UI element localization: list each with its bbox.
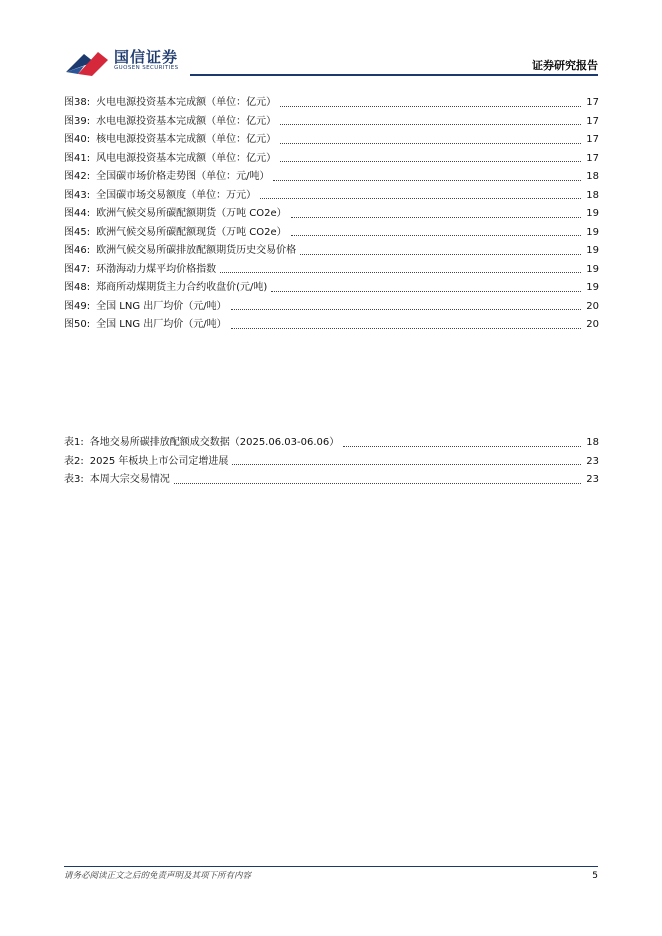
entry-label: 图40: <box>64 134 91 145</box>
entry-label: 图41: <box>64 152 91 164</box>
entry-label: 图50: <box>64 319 91 330</box>
entry-page: 23 <box>586 474 599 485</box>
entry-title: 各地交易所碳排放配额成交数据（2025.06.03-06.06） <box>89 437 340 448</box>
entry-label: 图49: <box>64 300 91 312</box>
entry-label: 图39: <box>64 115 91 127</box>
report-type: 证券研究报告 <box>532 59 598 72</box>
entry-label: 图43: <box>64 189 91 201</box>
toc-figure-entry[interactable] <box>64 93 599 112</box>
entry-label: 图48: <box>64 282 91 293</box>
entry-title: 全国 LNG 出厂均价（元/吨） <box>96 319 227 330</box>
entry-page: 19 <box>586 263 599 275</box>
leader-dots <box>300 254 581 255</box>
footer-disclaimer[interactable]: 请务必阅读正文之后的免责声明及其项下所有内容 <box>64 871 252 881</box>
entry-page: 17 <box>586 152 599 164</box>
guosen-logo-icon <box>64 46 110 78</box>
entry-page: 17 <box>586 134 599 145</box>
leader-dots <box>260 198 581 199</box>
entry-label: 图44: <box>64 208 91 219</box>
leader-dots <box>271 291 581 292</box>
toc-figure-entry[interactable] <box>64 112 599 131</box>
toc-figure-entry[interactable] <box>64 186 599 205</box>
page-header <box>0 0 662 80</box>
leader-dots <box>280 124 581 125</box>
toc-table-entry[interactable] <box>64 433 599 452</box>
entry-label: 图45: <box>64 226 91 238</box>
entry-title: 全国 LNG 出厂均价（元/吨） <box>96 300 227 312</box>
entry-label: 图47: <box>64 263 91 275</box>
toc-figure-entry[interactable] <box>64 204 599 223</box>
entry-page: 17 <box>586 115 599 127</box>
header-divider <box>190 74 598 76</box>
toc-figure-entry[interactable] <box>64 315 599 334</box>
leader-dots <box>280 106 581 107</box>
entry-page: 18 <box>586 437 599 448</box>
toc-figure-entry[interactable] <box>64 223 599 242</box>
entry-label: 图42: <box>64 171 91 182</box>
entry-label: 图46: <box>64 245 91 256</box>
entry-title: 环渤海动力煤平均价格指数 <box>96 263 217 275</box>
leader-dots <box>273 180 581 181</box>
footer-divider <box>64 866 598 867</box>
leader-dots <box>232 464 581 465</box>
entry-title: 本周大宗交易情况 <box>89 474 170 485</box>
toc-figure-entry[interactable] <box>64 260 599 279</box>
entry-title: 全国碳市场价格走势图（单位：元/吨） <box>96 171 270 182</box>
entry-page: 19 <box>586 245 599 256</box>
figure-list <box>64 93 599 334</box>
entry-title: 欧洲气候交易所碳排放配额期货历史交易价格 <box>96 245 297 256</box>
toc-table-entry[interactable] <box>64 452 599 471</box>
leader-dots <box>280 161 581 162</box>
entry-page: 20 <box>586 319 599 330</box>
entry-page: 18 <box>586 189 599 201</box>
toc-figure-entry[interactable] <box>64 167 599 186</box>
entry-title: 郑商所动煤期货主力合约收盘价(元/吨) <box>96 282 268 293</box>
entry-label: 表1: <box>64 437 84 448</box>
guosen-logo <box>64 46 194 78</box>
entry-label: 表2: <box>64 455 84 467</box>
entry-page: 23 <box>586 455 599 467</box>
leader-dots <box>220 272 581 273</box>
leader-dots <box>231 328 581 329</box>
entry-page: 17 <box>586 97 599 108</box>
toc-figure-entry[interactable] <box>64 149 599 168</box>
entry-title: 风电电源投资基本完成额（单位：亿元） <box>96 152 277 164</box>
entry-title: 欧洲气候交易所碳配额现货（万吨 CO2e） <box>96 226 287 238</box>
entry-page: 18 <box>586 171 599 182</box>
toc-table-entry[interactable] <box>64 470 599 489</box>
entry-title: 核电电源投资基本完成额（单位：亿元） <box>96 134 277 145</box>
entry-label: 表3: <box>64 474 84 485</box>
logo-text-cn: 国信证券 <box>114 48 179 66</box>
entry-title: 火电电源投资基本完成额（单位：亿元） <box>96 97 277 108</box>
toc-figure-entry[interactable] <box>64 241 599 260</box>
table-list <box>64 433 599 489</box>
entry-page: 20 <box>586 300 599 312</box>
leader-dots <box>291 235 581 236</box>
leader-dots <box>280 143 581 144</box>
entry-page: 19 <box>586 226 599 238</box>
entry-page: 19 <box>586 282 599 293</box>
leader-dots <box>291 217 581 218</box>
entry-title: 全国碳市场交易额度（单位：万元） <box>96 189 257 201</box>
leader-dots <box>174 483 581 484</box>
leader-dots <box>343 446 581 447</box>
toc-figure-entry[interactable] <box>64 278 599 297</box>
toc-figure-entry[interactable] <box>64 130 599 149</box>
logo-text-en: GUOSEN SECURITIES <box>114 65 179 71</box>
entry-label: 图38: <box>64 97 91 108</box>
leader-dots <box>231 309 581 310</box>
entry-title: 水电电源投资基本完成额（单位：亿元） <box>96 115 277 127</box>
page-number: 5 <box>592 871 598 881</box>
entry-page: 19 <box>586 208 599 219</box>
entry-title: 2025 年板块上市公司定增进展 <box>89 455 229 467</box>
entry-title: 欧洲气候交易所碳配额期货（万吨 CO2e） <box>96 208 287 219</box>
toc-figure-entry[interactable] <box>64 297 599 316</box>
